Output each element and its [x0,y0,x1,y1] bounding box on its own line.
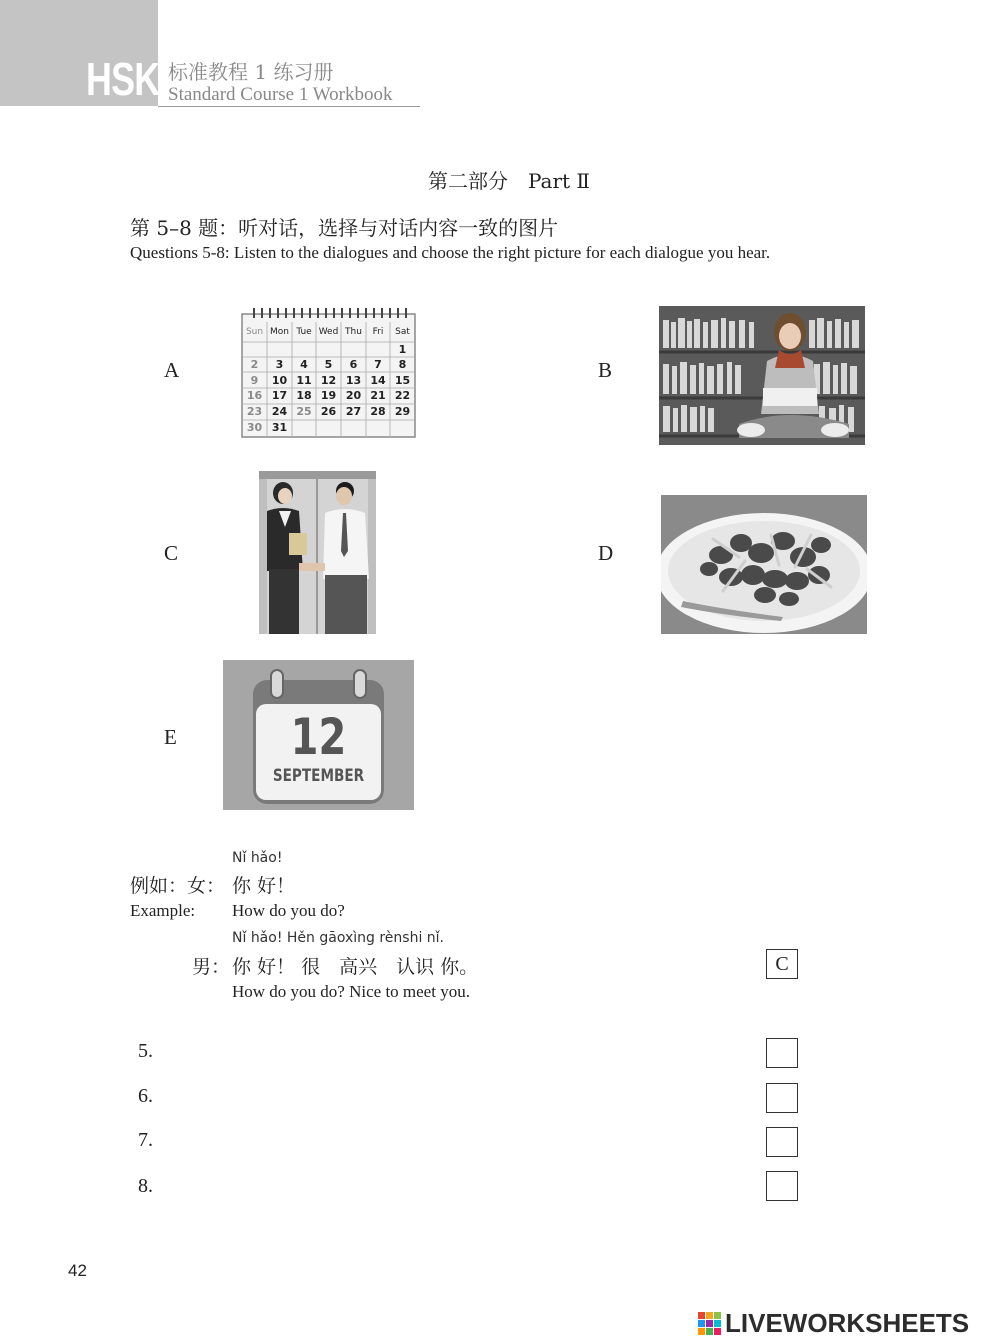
header-title-cn: 标准教程 1 练习册 [168,60,334,84]
example-en-1: How do you do? [232,901,345,920]
woman-reading-library-image [659,306,865,445]
example-label-en: Example: [130,901,196,920]
calendar-day-cell: 11 [296,373,312,387]
calendar-day-number: 12 [290,708,347,766]
calendar-date-rows [242,342,415,435]
calendar-day-cell: 5 [324,358,333,372]
liveworksheets-icon [698,1312,722,1336]
option-a-label: A [164,358,180,382]
calendar-week-row [242,373,415,389]
answer-box-5[interactable] [766,1038,798,1068]
calendar-day-cell: 30 [246,420,263,434]
weekday-label: Tue [296,327,312,337]
answer-box-6[interactable] [766,1083,798,1113]
calendar-day-cell: 19 [320,389,337,403]
calendar-day-cell: 22 [394,389,411,403]
example-label-cn: 例如：女： [130,875,226,897]
calendar-day-cell: 7 [374,358,382,372]
calendar-day-cell: 2 [250,358,259,372]
question-number: 8. [138,1175,153,1197]
calendar-week-row [242,388,415,404]
weekday-label: Thu [345,327,362,337]
calendar-day-cell: 26 [320,405,337,419]
calendar-weekday-row [242,322,415,342]
page-number: 42 [68,1261,87,1280]
calendar-day-cell: 9 [250,373,259,387]
section-title: 第二部分 Part Ⅱ [428,169,591,193]
calendar-grid [242,322,415,435]
instruction-en: Questions 5-8: Listen to the dialogues and choose the right picture for each dialogue you hear. [130,243,771,262]
liveworksheets-logo [698,1308,969,1339]
header-underline [158,106,420,107]
calendar-day-cell: 29 [394,405,411,419]
instruction-cn: 第 5–8 题：听对话，选择与对话内容一致的图片 [130,216,559,240]
calendar-day-cell: 10 [271,373,288,387]
calendar-month-name: SEPTEMBER [272,766,365,786]
example-label-male: 男： [192,956,231,978]
food-plate-image [661,495,867,634]
weekday-label: Sun [245,327,264,337]
calendar-day-cell: 21 [370,389,386,403]
example-line-1: 你 好！ [232,875,296,897]
weekday-label: Fri [372,327,384,337]
calendar-day-cell: 20 [345,389,362,403]
calendar-date-image [223,660,414,810]
calendar-day-cell: 15 [394,373,411,387]
calendar-day-cell: 14 [370,373,386,387]
calendar-day-cell: 1 [398,343,407,356]
calendar-day-cell: 24 [271,405,288,419]
answer-box-8[interactable] [766,1171,798,1201]
option-c-label: C [164,541,179,565]
calendar-day-cell: 3 [275,358,284,372]
option-d-label: D [598,541,614,565]
example-pinyin-2: Nǐ hǎo! Hěn gāoxìng rènshi nǐ. [232,930,444,946]
calendar-day-cell: 8 [398,358,407,372]
calendar-day-cell: 13 [345,373,362,387]
liveworksheets-text: LIVEWORKSHEETS [725,1308,970,1338]
calendar-day-cell: 23 [246,405,263,419]
question-number: 5. [138,1040,153,1062]
answer-box-7[interactable] [766,1127,798,1157]
calendar-week-row [242,357,415,373]
calendar-day-cell: 17 [271,389,288,403]
handshake-image [259,471,376,634]
header-title-en: Standard Course 1 Workbook [168,84,393,105]
calendar-day-cell: 27 [345,405,362,419]
calendar-day-cell: 12 [320,373,337,387]
weekday-label: Sat [395,327,410,337]
question-number: 6. [138,1085,153,1107]
weekday-label: Wed [318,327,339,337]
calendar-month-image [240,304,417,439]
calendar-day-cell: 25 [296,405,312,419]
calendar-week-row [242,404,415,420]
calendar-day-cell: 16 [246,389,263,403]
example-answer-box: C [766,949,798,979]
example-line-2: 你 好！ 很 高兴 认识 你。 [232,956,479,978]
calendar-day-cell: 6 [349,358,358,372]
example-pinyin-1: Nǐ hǎo! [232,850,283,866]
calendar-day-cell: 18 [296,389,312,403]
hsk-logo: HSK [86,53,160,105]
option-e-label: E [164,725,177,749]
calendar-day-cell: 28 [370,405,386,419]
weekday-label: Mon [270,327,289,337]
example-en-2: How do you do? Nice to meet you. [232,982,470,1001]
calendar-week-row [242,419,415,435]
option-b-label: B [598,358,613,382]
calendar-day-cell: 4 [300,358,308,372]
question-number: 7. [138,1129,153,1151]
calendar-week-row [242,342,415,357]
calendar-day-cell: 31 [271,420,288,434]
